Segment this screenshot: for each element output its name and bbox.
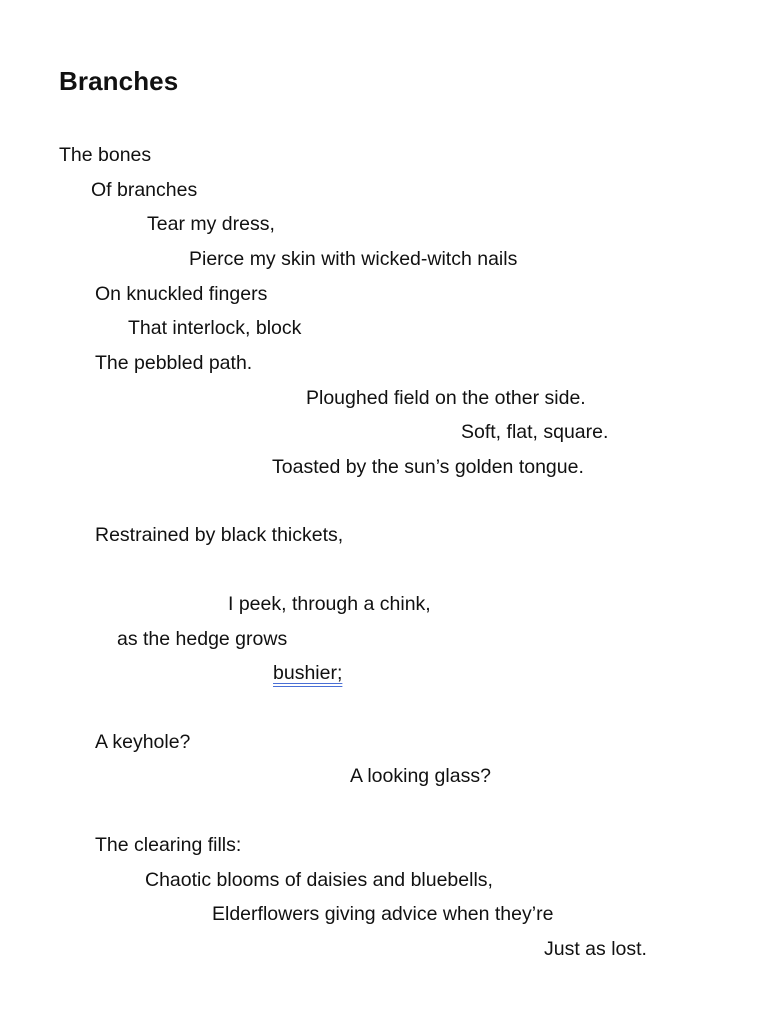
poem-line: The pebbled path. (95, 352, 253, 374)
poem-line: Pierce my skin with wicked-witch nails (189, 248, 518, 270)
poem-line: A keyhole? (95, 731, 191, 753)
poem-line: Tear my dress, (147, 213, 275, 235)
poem-line: On knuckled fingers (95, 283, 268, 305)
poem-line: Chaotic blooms of daisies and bluebells, (145, 869, 493, 891)
poem-line: I peek, through a chink, (228, 593, 431, 615)
poem-line: Restrained by black thickets, (95, 524, 344, 546)
poem-line: Soft, flat, square. (461, 421, 609, 443)
poem-line: as the hedge grows (117, 628, 288, 650)
poem-line-spellcheck-flagged: bushier; (273, 662, 343, 684)
poem-line: The clearing fills: (95, 834, 242, 856)
poem-title: Branches (59, 66, 179, 96)
poem-line: Toasted by the sun’s golden tongue. (272, 456, 584, 478)
poem-line: Of branches (91, 179, 198, 201)
poem-line: The bones (59, 144, 152, 166)
poem-line: Just as lost. (544, 938, 647, 960)
poem-line: Ploughed field on the other side. (306, 387, 586, 409)
poem-line: Elderflowers giving advice when they’re (212, 903, 554, 925)
poem-line: That interlock, block (128, 317, 302, 339)
poem-line: A looking glass? (350, 765, 491, 787)
